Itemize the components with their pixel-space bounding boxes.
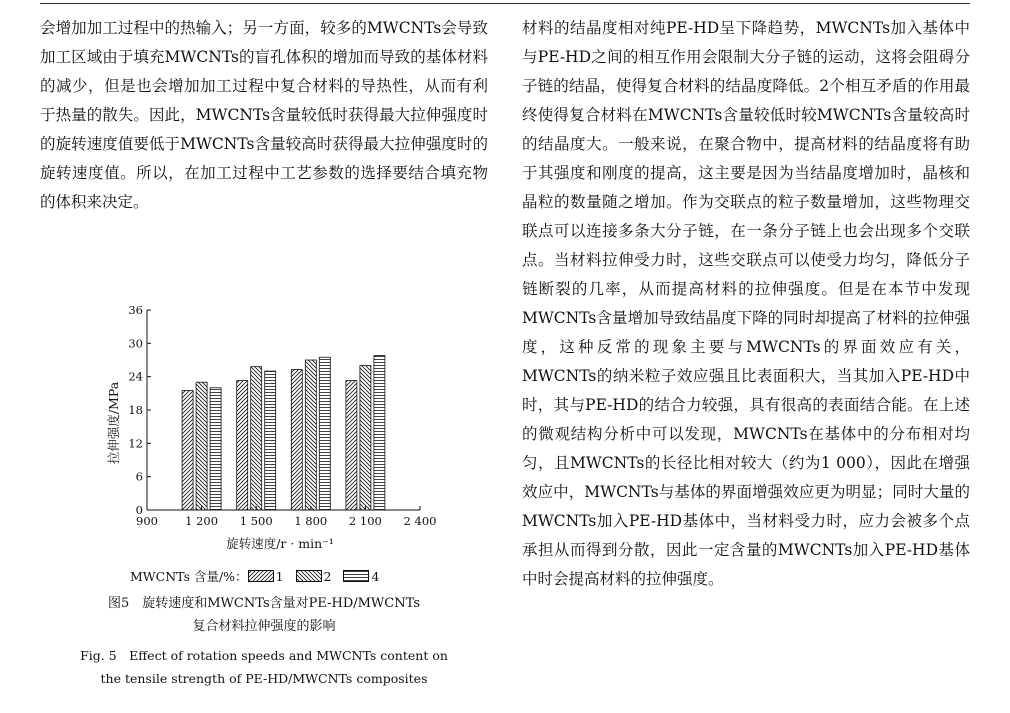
top-rule — [40, 3, 970, 4]
y-axis-label: 拉伸强度/MPa — [106, 381, 121, 465]
bar-series-4-2100 — [374, 356, 385, 510]
bar-series-4-1800 — [319, 357, 330, 510]
bar-series-4-1500 — [265, 371, 276, 510]
legend-swatch-1 — [248, 570, 274, 582]
bar-chart-svg — [106, 298, 440, 560]
caption-en-line-2: the tensile strength of PE-HD/MWCNTs composites — [100, 671, 428, 686]
legend-label-2: 2 — [323, 568, 332, 584]
x-tick-label: 1 800 — [294, 514, 328, 528]
figure-caption-en — [40, 644, 488, 690]
bar-series-2-1500 — [251, 367, 262, 510]
left-paragraph: 会增加加工过程中的热输入；另一方面，较多的MWCNTs会导致加工区域由于填充MWCNTs的盲孔体积的增加而导致的基体材料的减少，但是也会增加加工过程中复合材料的导热性，从而有利于热量的散失。因此，MWCNTs含量较低时获得最大拉伸强度时的旋转速度值要低于MWCNTs含量较高时获得最大拉伸强度时的旋转速度值。所以，在加工过程中工艺参数的选择要结合填充物的体积来决定。 — [40, 19, 488, 211]
legend-swatch-4 — [343, 570, 369, 582]
x-tick-label: 1 500 — [239, 514, 273, 528]
bar-series-2-1800 — [305, 360, 316, 510]
bar-series-1-1200 — [182, 391, 193, 510]
x-tick-label: 2 400 — [403, 514, 437, 528]
legend-prefix: MWCNTs 含量/%： — [130, 569, 248, 584]
y-tick-label: 30 — [128, 336, 143, 351]
chart-legend — [130, 567, 391, 585]
caption-cn-line-1: 图5 旋转速度和MWCNTs含量对PE-HD/MWCNTs — [107, 596, 421, 611]
x-tick-label: 2 100 — [348, 514, 382, 528]
y-tick-label: 12 — [128, 436, 143, 451]
legend-swatch-2 — [296, 570, 322, 582]
y-tick-label: 0 — [135, 503, 143, 517]
bar-series-1-1500 — [237, 381, 248, 510]
y-tick-label: 18 — [128, 403, 143, 417]
left-column — [40, 14, 488, 217]
right-paragraph: 材料的结晶度相对纯PE-HD呈下降趋势，MWCNTs加入基体中与PE-HD之间的相互作用会限制大分子链的运动，这将会阻碍分子链的结晶，使得复合材料的结晶度降低。2个相互矛盾的作用最终使得复合材料在MWCNTs含量较低时较MWCNTs含量较高时的结晶度大。一般来说，在聚合物中，提高材料的结晶度将有助于其强度和刚度的提高，这主要是因为当结晶度增加时，晶核和晶粒的数量随之增加。作为交联点的粒子数量增加，这些物理交联点可以连接多条大分子链，在一条分子链上也会出现多个交联点。当材料拉伸受力时，这些交联点可以使受力均匀，降低分子链断裂的几率，从而提高材料的拉伸强度。但是在本节中发现MWCNTs含量增加导致结晶度下降的同时却提高了材料的拉伸强度，这种反常的现象主要与MWCNTs的界面效应有关，MWCNTs的纳米粒子效应强且比表面积大，当其加入PE-HD中时，其与PE-HD的结合力较强，具有很高的表面结合能。在上述的微观结构分析中可以发现，MWCNTs在基体中的分布相对均匀，且MWCNTs的长径比相对较大（约为1 000），因此在增强效应中，MWCNTs与基体的界面增强效应更为明显；同时大量的MWCNTs加入PE-HD基体中，当材料受力时，应力会被多个点承担从而得到分散，因此一定含量的MWCNTs加入PE-HD基体中时会提高材料的拉伸强度。 — [522, 19, 970, 588]
y-tick-label: 24 — [128, 369, 143, 384]
bar-series-1-2100 — [346, 381, 357, 510]
y-tick-label: 36 — [128, 303, 143, 317]
caption-cn-line-2: 复合材料拉伸强度的影响 — [192, 619, 336, 634]
bar-series-2-2100 — [360, 366, 371, 510]
bar-series-1-1800 — [291, 369, 302, 510]
bar-series-4-1200 — [210, 388, 221, 510]
y-tick-label: 6 — [135, 469, 143, 484]
legend-label-1: 1 — [275, 568, 284, 584]
x-tick-label: 900 — [136, 514, 158, 528]
figure-5-chart — [106, 298, 440, 560]
bar-series-2-1200 — [196, 382, 207, 510]
figure-caption-cn — [40, 592, 488, 638]
x-tick-label: 1 200 — [185, 514, 219, 528]
right-column — [522, 14, 970, 594]
caption-en-line-1: Fig. 5 Effect of rotation speeds and MWCNTs content on — [80, 648, 448, 663]
legend-label-4: 4 — [371, 568, 380, 584]
x-axis-label: 旋转速度/r · min⁻¹ — [226, 536, 334, 551]
